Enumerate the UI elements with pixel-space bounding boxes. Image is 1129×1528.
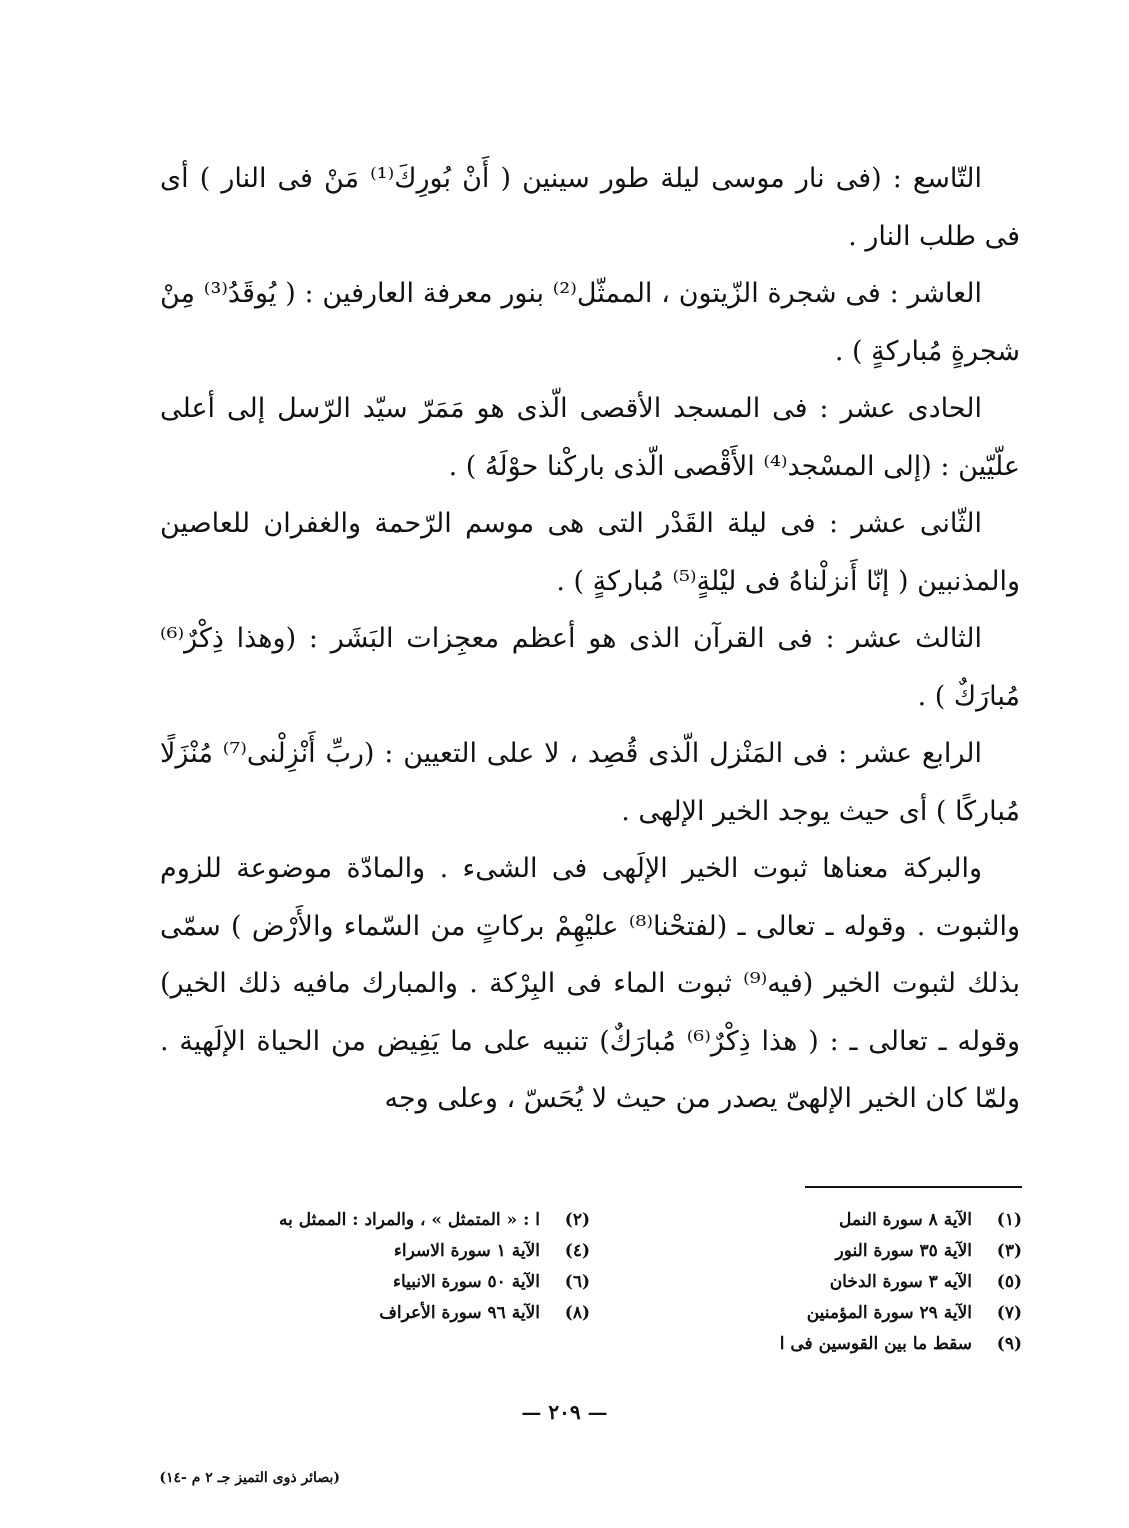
paragraph-baraka-meaning: والبركة معناها ثبوت الخير الإلَهى فى الشىء . والمادّة موضوعة للزوم والثبوت . وقوله ـ تعالى ـ (لفتحْنا⁽⁸⁾ عليْهِمْ بركاتٍ من السّماء والأَرْض ) سمّى بذلك لثبوت الخير (فيه⁽⁹⁾ ثبوت الماء فى البِرْكة . والمبارك مافيه ذلك الخير) وقوله ـ تعالى ـ : ( هذا ذِكْرٌ⁽⁶⁾ مُبارَكٌ) تنبيه على ما يَفِيض من الحياة الإلَهية . ولمّا كان الخير الإلهىّ يصدر من حيث لا يُحَسّ ، وعلى وجه: [160, 853, 1021, 1114]
footnote-text: الآية ٥٠ سورة الانبياء: [392, 1272, 540, 1292]
footnote-text: الآية ٩٦ سورة الأعراف: [379, 1303, 540, 1323]
footnote-number: (٨): [564, 1303, 590, 1323]
paragraph-fourteenth: الرابع عشر : فى المَنْزل الّذى قُصِد ، لا على التعيين : (ربِّ أَنْزِلْنى⁽⁷⁾ مُنْزَلًا مُباركًا ) أى حيث يوجد الخير الإلهى .: [160, 738, 1020, 827]
footnote-item: [700, 1236, 1022, 1267]
footnote-text: الآيه ٣ سورة الدخان: [829, 1272, 972, 1292]
paragraph-twelfth: الثّانى عشر : فى ليلة القَدْر التى هى موسم الرّحمة والغفران للعاصين والمذنبين ( إنّا أَنزلْناهُ فى ليْلةٍ⁽⁵⁾ مُباركةٍ ) .: [160, 508, 1020, 597]
footnote-item: [180, 1298, 590, 1329]
paragraph-tenth: العاشر : فى شجرة الزّيتون ، الممثّل⁽²⁾ بنور معرفة العارفين : ( يُوقَدُ⁽³⁾ مِنْ شجرةٍ مُباركةٍ ) .: [160, 278, 1020, 367]
footnote-text: الآية ٣٥ سورة النور: [835, 1241, 972, 1261]
footnote-number: (٢): [564, 1210, 590, 1230]
footnote-text: الآية ٢٩ سورة المؤمنين: [806, 1303, 972, 1323]
footnote-text: ا : « المتمثل » ، والمراد : الممثل به: [279, 1210, 540, 1230]
footnote-item: [700, 1205, 1022, 1236]
footnotes-odd: [700, 1205, 1022, 1360]
page-number: — ٢٠٩ —: [521, 1400, 608, 1424]
paragraph-eleventh: الحادى عشر : فى المسجد الأقصى الّذى هو مَمَرّ سيّد الرّسل إلى أعلى علّيّين : (إلى المسْجد⁽⁴⁾ الأَقْصى الّذى باركْنا حوْلَهُ ) .: [160, 393, 1020, 482]
footnote-text: الآية ٨ سورة النمل: [838, 1210, 972, 1230]
footnote-item: [180, 1205, 590, 1236]
footnote-number: (١): [996, 1210, 1022, 1230]
main-text: [160, 150, 1020, 1128]
footnote-item: [180, 1267, 590, 1298]
footnote-item: [180, 1236, 590, 1267]
footnote-number: (٦): [564, 1272, 590, 1292]
footnote-number: (٤): [564, 1241, 590, 1261]
footnote-number: (٩): [996, 1334, 1022, 1354]
footnote-separator: [805, 1186, 1022, 1188]
footnote-number: (٥): [996, 1272, 1022, 1292]
paragraph-thirteenth: الثالث عشر : فى القرآن الذى هو أعظم معجِزات البَشَر : (وهذا ذِكْرٌ⁽⁶⁾ مُبارَكٌ ) .: [160, 623, 1020, 712]
book-reference: (بصائر ذوى التميز جـ ٢ م -١٤): [159, 1470, 340, 1486]
footnote-text: الآية ١ سورة الاسراء: [393, 1241, 540, 1261]
footnote-number: (٣): [996, 1241, 1022, 1261]
footnote-item: [700, 1298, 1022, 1329]
paragraph-ninth: التّاسع : (فى نار موسى ليلة طور سينين ( أَنْ بُورِكَ⁽¹⁾ مَنْ فى النار ) أى فى طلب النار .: [160, 163, 1020, 252]
footnote-item: [700, 1267, 1022, 1298]
footnote-text: سقط ما بين القوسين فى ا: [779, 1334, 972, 1354]
footnote-item: [700, 1329, 1022, 1360]
footnote-number: (٧): [996, 1303, 1022, 1323]
footnotes-even: [180, 1205, 590, 1329]
